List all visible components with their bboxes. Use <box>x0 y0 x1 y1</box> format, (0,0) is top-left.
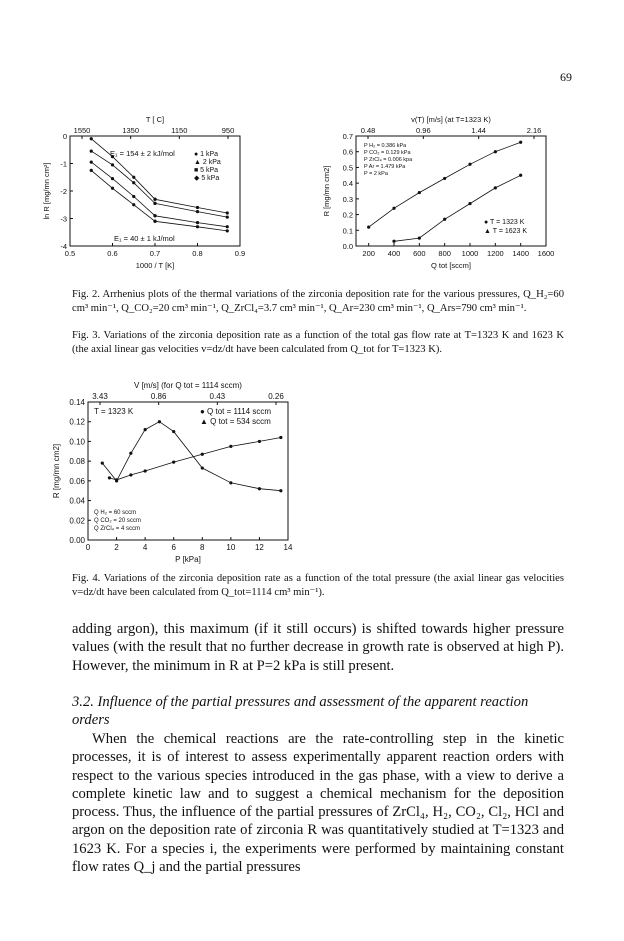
condition-label: P CO₂ = 0.129 kPa <box>364 150 411 156</box>
data-point <box>111 177 114 180</box>
data-point <box>367 226 370 229</box>
top-tick-label: 950 <box>221 126 235 135</box>
data-point <box>153 220 156 223</box>
data-point <box>443 218 446 221</box>
condition-label: P = 2 kPa <box>364 171 388 177</box>
y-tick-label: -3 <box>60 214 67 224</box>
y-tick-label: 0 <box>62 132 67 141</box>
series-line <box>155 221 227 231</box>
data-point <box>258 440 261 443</box>
x-tick-label: 10 <box>226 543 236 552</box>
top-tick-label: 1350 <box>122 126 140 135</box>
data-point <box>519 141 522 144</box>
legend-entry: ■ 5 kPa <box>194 167 219 174</box>
data-point <box>144 428 147 431</box>
data-point <box>115 478 118 481</box>
page-number: 69 <box>560 70 572 84</box>
y-tick-label: 0.10 <box>69 437 85 447</box>
x-tick-label: 14 <box>283 543 293 552</box>
data-point <box>158 420 161 423</box>
legend-entry: ● 1 kPa <box>194 151 219 158</box>
top-tick-label: 1.44 <box>471 126 486 135</box>
top-tick-label: 1150 <box>171 126 188 135</box>
section-heading: 3.2. Influence of the partial pressures and assessment of the apparent reaction orders <box>72 694 529 729</box>
x-tick-label: 0.7 <box>149 249 161 258</box>
series-line <box>91 170 155 221</box>
top-tick-label: 0.26 <box>268 392 284 401</box>
data-point <box>153 198 156 201</box>
data-point <box>153 214 156 217</box>
fig3-caption: Fig. 3. Variations of the zirconia deposition rate as a function of the total gas flow rate at T=1323 K and 1623 K (the axial linear gas velocities v=dz/dt have been calculated from Q_tot for T=1323 K). <box>72 330 564 355</box>
data-point <box>196 221 199 224</box>
y-tick-label: 0.04 <box>69 496 85 506</box>
x-tick-label: 12 <box>254 543 264 552</box>
series-line <box>155 203 227 217</box>
data-point <box>90 161 93 164</box>
y-tick-label: -2 <box>60 187 67 196</box>
condition-label: Q CO₂ = 20 sccm <box>94 518 141 524</box>
top-tick-label: 0.48 <box>360 126 376 135</box>
fig4-chart <box>50 368 310 573</box>
y-tick-label: 0.5 <box>342 163 353 173</box>
data-point <box>90 150 93 153</box>
y-tick-label: 0.7 <box>342 132 353 141</box>
data-point <box>111 187 114 190</box>
condition-label: P H₂ = 0.386 kPa <box>364 143 407 149</box>
x-axis-label: 1000 / T [K] <box>135 261 175 270</box>
x-tick-label: 1600 <box>537 249 555 258</box>
top-tick-label: 1550 <box>73 126 91 135</box>
data-point <box>494 186 497 189</box>
x-tick-label: 200 <box>362 249 375 258</box>
y-tick-label: 0.12 <box>69 417 85 427</box>
condition-label: P ZrCl₄ = 0.006 kpa <box>364 157 413 163</box>
y-axis-label: R [mg/mn cm2] <box>52 443 61 499</box>
data-point <box>443 177 446 180</box>
x-tick-label: 2 <box>114 543 119 552</box>
top-tick-label: 2.16 <box>526 126 542 135</box>
data-point <box>153 202 156 205</box>
top-tick-label: 3.43 <box>92 392 108 401</box>
top-axis-label: T [ C] <box>145 115 165 124</box>
fig2-chart <box>40 108 250 288</box>
data-point <box>108 476 111 479</box>
y-axis-label: R [mg/mn cm2] <box>322 165 331 217</box>
data-point <box>279 489 282 492</box>
x-tick-label: 600 <box>413 249 426 258</box>
x-tick-label: 0.8 <box>192 249 203 258</box>
y-tick-label: 0.3 <box>342 194 353 204</box>
x-tick-label: 800 <box>438 249 451 258</box>
legend-entry: ● Q tot = 1114 sccm <box>200 407 272 416</box>
x-tick-label: 0.5 <box>64 249 76 258</box>
legend-entry: ▲ 2 kPa <box>194 159 221 166</box>
data-point <box>279 436 282 439</box>
top-tick-label: 0.86 <box>150 392 167 401</box>
data-point <box>226 229 229 232</box>
data-point <box>392 240 395 243</box>
x-tick-label: 1000 <box>461 249 479 258</box>
y-tick-label: 0.6 <box>342 147 353 157</box>
body-paragraph-1: adding argon), this maximum (if it still occurs) is shifted towards higher pressure values (with the result that no further decrease in growth rate is observed at high P). However, the minimum in R at P=2 kPa is still present. <box>72 621 564 674</box>
series-line <box>102 422 281 491</box>
y-tick-label: 0.4 <box>342 179 353 189</box>
series-line <box>155 216 227 227</box>
fig2-caption: Fig. 2. Arrhenius plots of the thermal variations of the zirconia deposition rate for the various pressures, Q_H₂=60 cm³ min⁻¹, Q_CO₂=20 cm³ min⁻¹, Q_ZrCl₄=3.7 cm³ min⁻¹, Q_Ar=230 cm³ min⁻¹, Q_Ars=790 cm³ min⁻¹. <box>72 289 564 314</box>
legend-entry: ● T = 1323 K <box>484 219 525 226</box>
top-axis-label: v(T) [m/s] (at T=1323 K) <box>411 115 491 124</box>
x-tick-label: 0.6 <box>107 249 118 258</box>
y-axis-label: ln R [mg/mn cm²] <box>42 162 51 220</box>
y-tick-label: 0.0 <box>342 242 353 251</box>
data-point <box>90 137 93 140</box>
data-point <box>132 203 135 206</box>
data-point <box>519 174 522 177</box>
data-point <box>201 453 204 456</box>
data-point <box>229 481 232 484</box>
data-point <box>132 176 135 179</box>
data-point <box>196 210 199 213</box>
x-tick-label: 8 <box>200 543 205 552</box>
x-tick-label: 0.9 <box>234 249 246 258</box>
fig4-caption: Fig. 4. Variations of the zirconia deposition rate as a function of the total pressure (the axial linear gas velocities v=dz/dt have been calculated from Q_tot=1114 cm³ min⁻¹). <box>72 573 564 598</box>
temperature-label: T = 1323 K <box>94 407 134 416</box>
data-point <box>101 462 104 465</box>
top-tick-label: 0.43 <box>209 392 226 401</box>
data-point <box>129 452 132 455</box>
data-point <box>226 225 229 228</box>
body-paragraph-2: When the chemical reactions are the rate-controlling step in the kinetic processes, it is of interest to assess experimentally apparent reaction orders with respect to the various species introduced in the gas phase, with a view to derive a complete kinetic law and to suggest a chemical mechanism for the deposition process. Thus, the influence of the partial pressures of ZrCl₄, H₂, CO₂, Cl₂, HCl and argon on the deposition rate of zirconia R was quantitatively studied at T=1323 and 1623 K. For a species i, the experiments were performed by maintaining constant flow rates Q_j and the partial pressures <box>72 731 564 876</box>
data-point <box>418 237 421 240</box>
data-point <box>226 216 229 219</box>
y-tick-label: 0.06 <box>69 476 85 486</box>
y-tick-label: 0.00 <box>69 536 85 545</box>
activation-energy-low: E₁ = 40 ± 1 kJ/mol <box>114 234 175 243</box>
top-axis-label: V [m/s] (for Q tot = 1114 sccm) <box>134 381 242 390</box>
x-tick-label: 400 <box>387 249 401 258</box>
y-tick-label: 0.2 <box>342 210 353 220</box>
x-tick-label: 1400 <box>512 249 530 258</box>
condition-label: Q ZrCl₄ = 4 sccm <box>94 526 140 532</box>
activation-energy-high: E₁ = 154 ± 2 kJ/mol <box>110 149 175 158</box>
data-point <box>468 163 471 166</box>
condition-label: Q H₂ = 60 sccm <box>94 510 137 516</box>
data-point <box>132 195 135 198</box>
data-point <box>226 211 229 214</box>
data-point <box>144 469 147 472</box>
legend-entry: ◆ 5 kPa <box>194 175 220 182</box>
data-point <box>172 461 175 464</box>
data-point <box>201 466 204 469</box>
x-tick-label: 4 <box>142 543 148 552</box>
data-point <box>132 181 135 184</box>
top-tick-label: 0.96 <box>416 126 431 135</box>
y-tick-label: -4 <box>60 242 67 251</box>
y-tick-label: 0.1 <box>342 226 353 236</box>
y-tick-label: 0.08 <box>69 457 85 467</box>
fig3-chart <box>320 108 560 288</box>
condition-label: P Ar = 1.479 kPa <box>364 164 406 170</box>
x-axis-label: P [kPa] <box>175 555 201 564</box>
series-line <box>155 199 227 213</box>
data-point <box>468 202 471 205</box>
data-point <box>196 225 199 228</box>
data-point <box>172 430 175 433</box>
data-point <box>258 487 261 490</box>
x-axis-label: Q tot [sccm] <box>430 261 472 270</box>
y-tick-label: -1 <box>60 159 67 169</box>
data-point <box>392 207 395 210</box>
data-point <box>418 191 421 194</box>
series-line <box>91 151 155 203</box>
data-point <box>129 473 132 476</box>
x-tick-label: 1200 <box>486 249 504 258</box>
y-tick-label: 0.14 <box>69 398 85 407</box>
data-point <box>494 150 497 153</box>
legend-entry: ▲ Q tot = 534 sccm <box>200 417 271 426</box>
x-tick-label: 0 <box>85 543 91 552</box>
data-point <box>111 163 114 166</box>
legend-entry: ▲ T = 1623 K <box>484 228 528 235</box>
y-tick-label: 0.02 <box>69 516 85 526</box>
data-point <box>90 169 93 172</box>
data-point <box>229 445 232 448</box>
x-tick-label: 6 <box>171 543 176 552</box>
data-point <box>196 206 199 209</box>
